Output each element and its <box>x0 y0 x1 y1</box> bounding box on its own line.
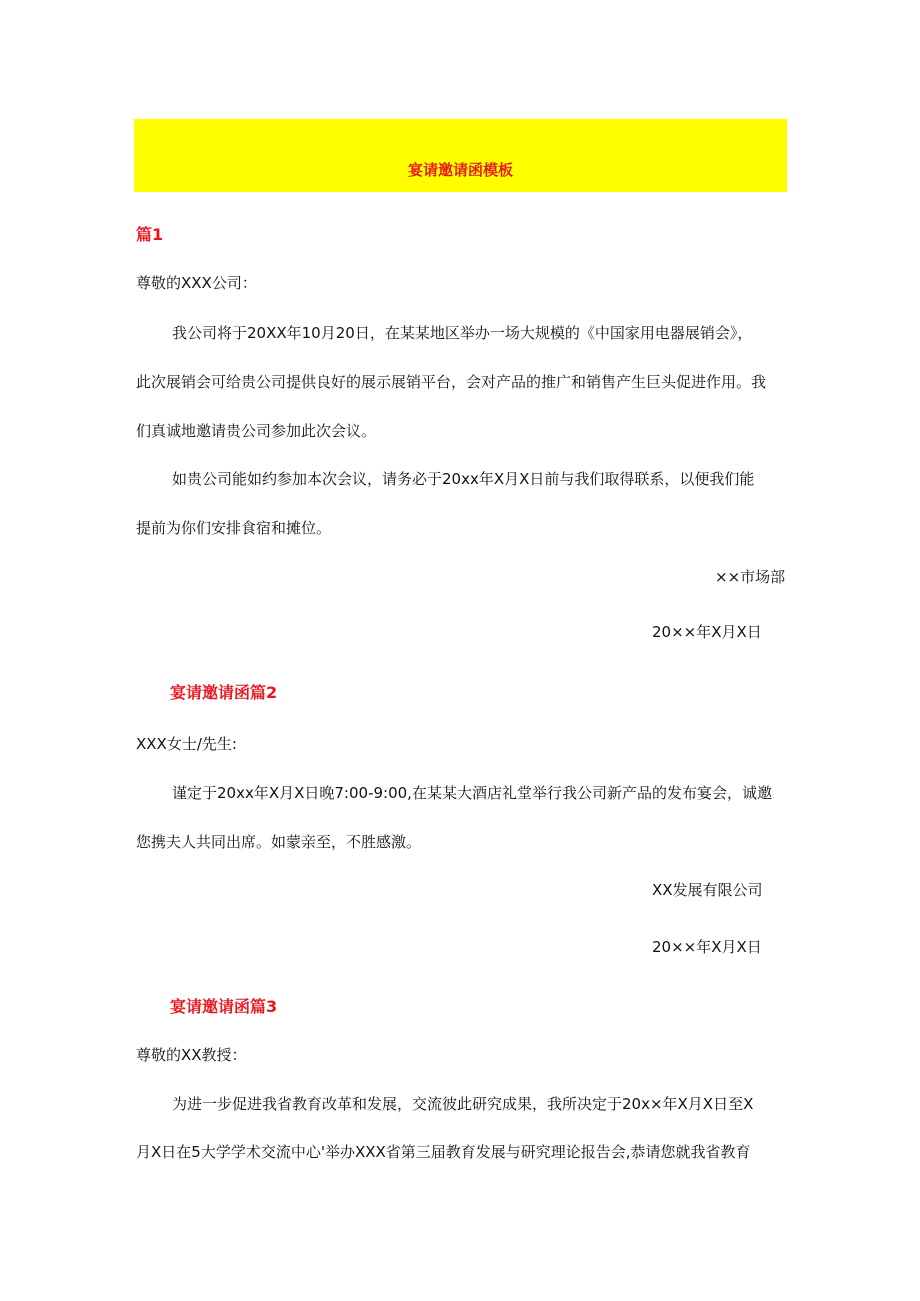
section1-paragraph1-line1: 我公司将于20XX年10月20日，在某某地区举办一场大规模的《中国家用电器展销会》， <box>172 324 753 342</box>
document-title: 宴请邀请函模板 <box>407 161 513 179</box>
section3-paragraph-line2: 月X日在5大学学术交流中心'举办XXX省第三届教育发展与研究理论报告会,恭请您就我省教育 <box>136 1143 751 1161</box>
section1-paragraph2-line1: 如贵公司能如约参加本次会议，请务必于20xx年X月X日前与我们取得联系，以便我们能 <box>172 470 755 488</box>
section2-salutation: XXX女士/先生: <box>136 735 237 753</box>
section1-paragraph1-line2: 此次展销会可给贵公司提供良好的展示展销平台，会对产品的推广和销售产生巨头促进作用。我 <box>136 373 767 391</box>
section3-salutation: 尊敬的XX教授： <box>136 1046 247 1064</box>
section2-paragraph-line1: 谨定于20xx年X月X日晚7:00-9:00,在某某大酒店礼堂举行我公司新产品的发布宴会，诚邀 <box>172 784 772 802</box>
section1-date: 20××年X月X日 <box>652 623 762 641</box>
section2-date: 20××年X月X日 <box>652 938 762 956</box>
section1-signature: ××市场部 <box>715 568 786 586</box>
section1-heading: 篇1 <box>136 225 164 244</box>
section3-heading: 宴请邀请函篇3 <box>170 997 278 1016</box>
section1-paragraph2-line2: 提前为你们安排食宿和摊位。 <box>136 519 332 537</box>
section1-paragraph1-line3: 们真诚地邀请贵公司参加此次会议。 <box>136 422 377 440</box>
title-banner <box>134 119 787 192</box>
section1-salutation: 尊敬的XXX公司： <box>136 274 257 292</box>
section3-paragraph-line1: 为进一步促进我省教育改革和发展，交流彼此研究成果，我所决定于20x×年X月X日至X <box>172 1095 754 1113</box>
section2-heading: 宴请邀请函篇2 <box>170 683 278 702</box>
section2-signature: XX发展有限公司 <box>652 881 763 899</box>
section2-paragraph-line2: 您携夫人共同出席。如蒙亲至，不胜感激。 <box>136 833 422 851</box>
